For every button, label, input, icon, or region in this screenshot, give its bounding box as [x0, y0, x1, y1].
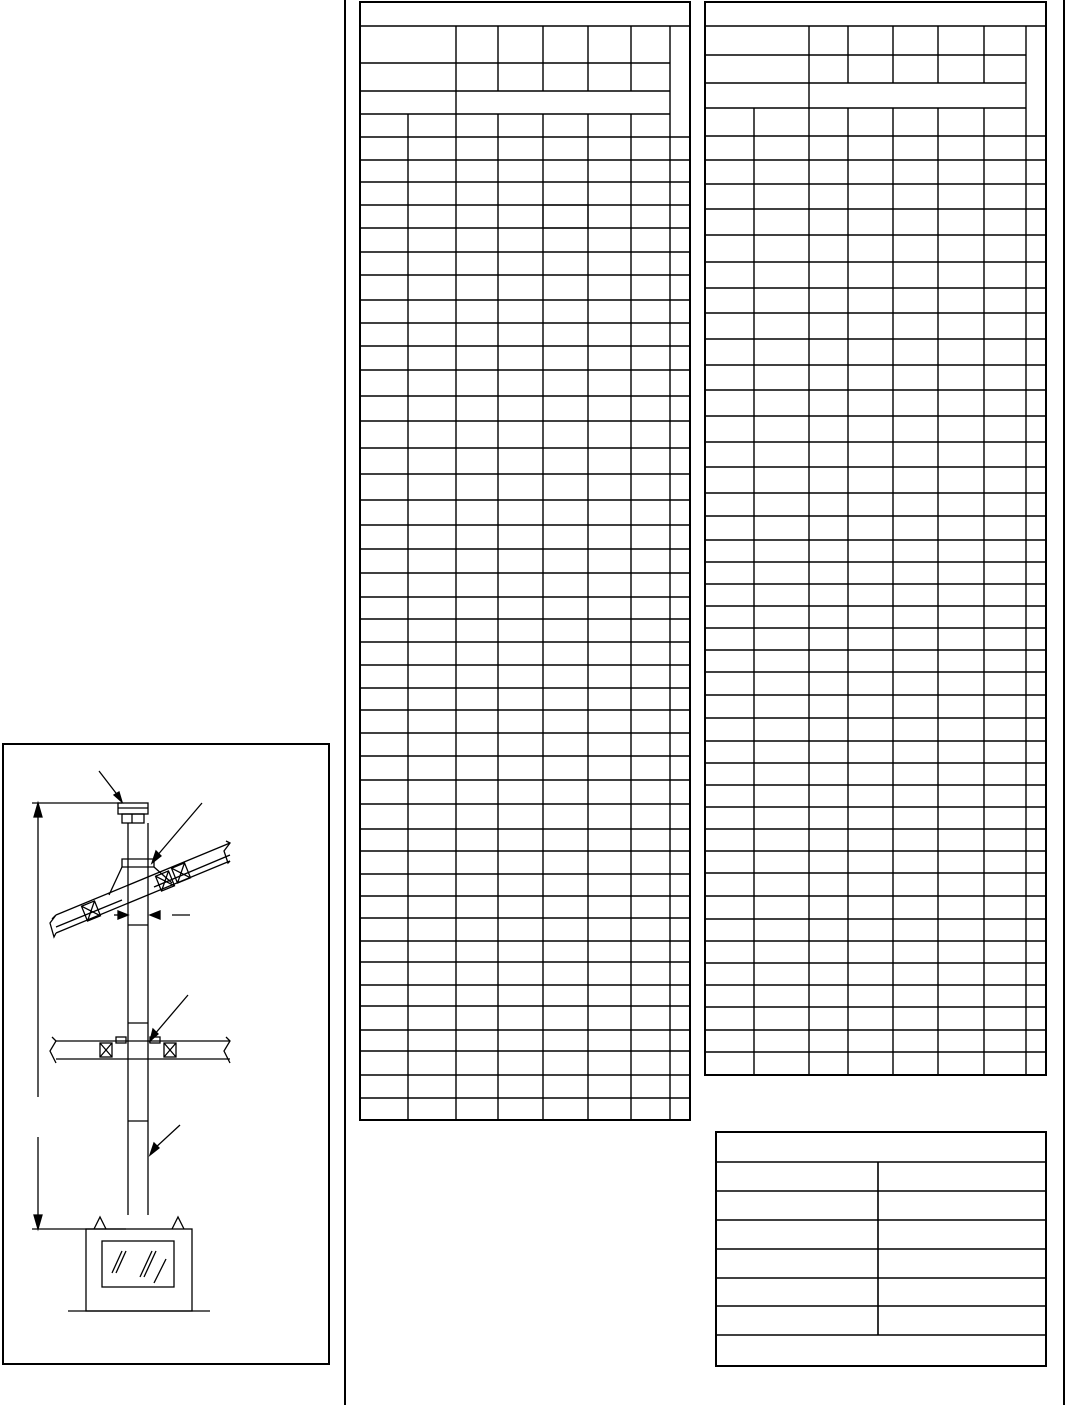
arrowhead-up-icon	[34, 803, 42, 817]
roof-rafter-icon	[50, 841, 230, 937]
left-table-frame	[360, 2, 690, 1120]
fireplace-icon	[68, 1217, 210, 1311]
left-table-highlight-cell	[543, 205, 588, 228]
right-table-frame	[705, 2, 1046, 1075]
pipe-leader-line	[154, 1125, 180, 1149]
figure-drawing	[4, 745, 332, 1367]
chimney-cap-icon	[118, 803, 148, 823]
support-leader-line	[154, 995, 188, 1035]
chimney-pipe-icon	[128, 823, 148, 1215]
chimney-installation-figure	[2, 743, 330, 1365]
ceiling-support-icon	[50, 1037, 230, 1063]
arrowhead-down-icon	[34, 1215, 42, 1229]
flashing-leader-line	[156, 803, 202, 857]
